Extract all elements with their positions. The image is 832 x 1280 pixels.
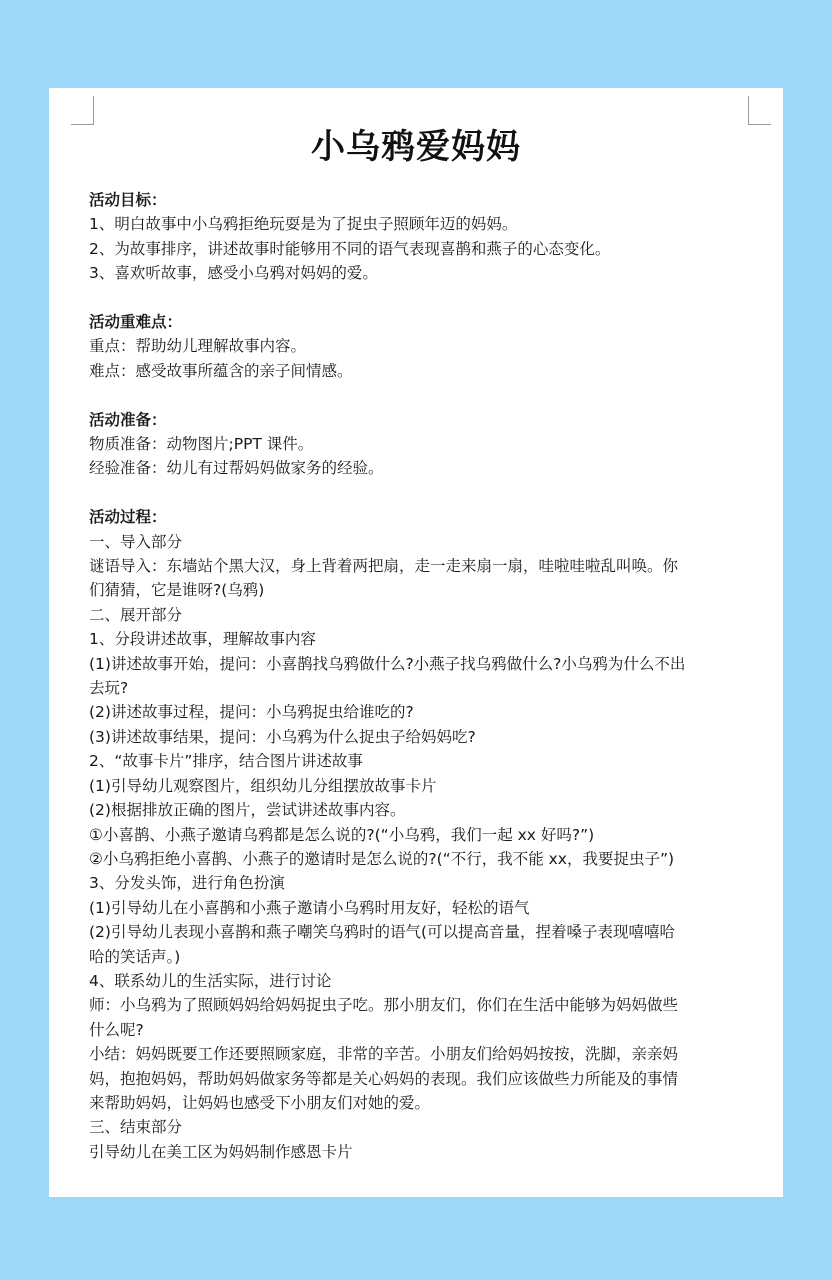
text-line: 1、分段讲述故事，理解故事内容	[89, 630, 316, 649]
text-line: (1)讲述故事开始，提问：小喜鹊找乌鸦做什么?小燕子找乌鸦做什么?小乌鸦为什么不出	[89, 654, 686, 673]
text-line: (1)引导幼儿在小喜鹊和小燕子邀请小乌鸦时用友好，轻松的语气	[89, 898, 530, 917]
text-line: (3)讲述故事结果，提问：小乌鸦为什么捉虫子给妈妈吃?	[89, 727, 476, 746]
text-line: 物质准备：动物图片;PPT 课件。	[89, 435, 314, 454]
text-line: 小结：妈妈既要工作还要照顾家庭，非常的辛苦。小朋友们给妈妈按按，洗脚，亲亲妈	[89, 1045, 679, 1064]
text-line: (2)根据排放正确的图片，尝试讲述故事内容。	[89, 801, 406, 820]
text-line: 们猜猜，它是谁呀?(乌鸦)	[89, 581, 265, 600]
text-line: 引导幼儿在美工区为妈妈制作感恩卡片	[89, 1142, 353, 1161]
text-line: 3、分发头饰，进行角色扮演	[89, 874, 285, 893]
text-line: 二、展开部分	[89, 605, 183, 624]
section-heading: 活动过程：	[89, 508, 167, 527]
text-line: ②小乌鸦拒绝小喜鹊、小燕子的邀请时是怎么说的?(“不行，我不能 xx，我要捉虫子”)	[89, 849, 675, 868]
page-corner-mark-right	[748, 96, 771, 125]
paragraph-gap	[89, 383, 743, 407]
text-line: 什么呢?	[89, 1020, 144, 1039]
text-line: 妈，抱抱妈妈，帮助妈妈做家务等都是关心妈妈的表现。我们应该做些力所能及的事情	[89, 1069, 679, 1088]
text-line: 3、喜欢听故事，感受小乌鸦对妈妈的爱。	[89, 264, 378, 283]
text-line: 哈的笑话声。)	[89, 947, 181, 966]
page-corner-mark-left	[71, 96, 94, 125]
text-line: 经验准备：幼儿有过帮妈妈做家务的经验。	[89, 459, 384, 478]
section-heading: 活动准备：	[89, 410, 167, 429]
text-line: (2)引导幼儿表现小喜鹊和燕子嘲笑乌鸦时的语气(可以提高音量，捏着嗓子表现嘻嘻哈	[89, 923, 676, 942]
text-line: 三、结束部分	[89, 1118, 183, 1137]
text-line: 2、为故事排序，讲述故事时能够用不同的语气表现喜鹊和燕子的心态变化。	[89, 239, 611, 258]
paragraph-gap	[89, 481, 743, 505]
text-line: 2、“故事卡片”排序，结合图片讲述故事	[89, 752, 363, 771]
paragraph-gap	[89, 286, 743, 310]
text-line: 难点：感受故事所蕴含的亲子间情感。	[89, 361, 353, 380]
document-title: 小乌鸦爱妈妈	[311, 127, 521, 167]
text-line: ①小喜鹊、小燕子邀请乌鸦都是怎么说的?(“小乌鸦，我们一起 xx 好吗?”)	[89, 825, 595, 844]
text-line: 谜语导入：东墙站个黑大汉，身上背着两把扇，走一走来扇一扇，哇啦哇啦乱叫唤。你	[89, 557, 679, 576]
text-line: 4、联系幼儿的生活实际，进行讨论	[89, 971, 332, 990]
section-heading: 活动重难点：	[89, 313, 183, 332]
text-line: 来帮助妈妈，让妈妈也感受下小朋友们对她的爱。	[89, 1093, 431, 1112]
text-line: (2)讲述故事过程，提问：小乌鸦捉虫给谁吃的?	[89, 703, 414, 722]
text-line: 重点：帮助幼儿理解故事内容。	[89, 337, 307, 356]
document-page	[49, 88, 783, 1197]
text-line: 去玩?	[89, 679, 129, 698]
text-line: 1、明白故事中小乌鸦拒绝玩耍是为了捉虫子照顾年迈的妈妈。	[89, 215, 518, 234]
document-body	[89, 188, 743, 1164]
text-line: 师：小乌鸦为了照顾妈妈给妈妈捉虫子吃。那小朋友们，你们在生活中能够为妈妈做些	[89, 996, 679, 1015]
text-line: 一、导入部分	[89, 532, 183, 551]
text-line: (1)引导幼儿观察图片，组织幼儿分组摆放故事卡片	[89, 776, 437, 795]
section-heading: 活动目标：	[89, 191, 167, 209]
